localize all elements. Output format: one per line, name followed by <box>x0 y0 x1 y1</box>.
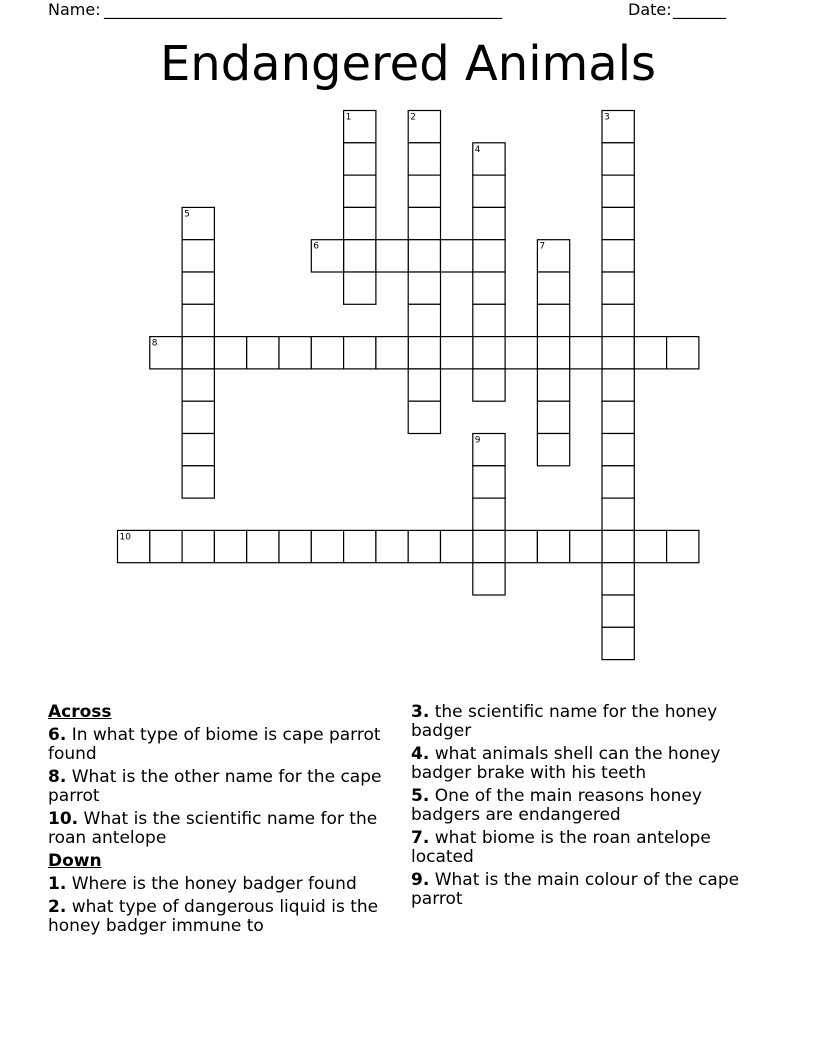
crossword-cell[interactable] <box>602 530 634 562</box>
crossword-cell[interactable] <box>408 304 440 336</box>
name-label: Name: <box>48 0 101 19</box>
crossword-cell[interactable] <box>602 369 634 401</box>
clue-item <box>411 745 763 783</box>
crossword-cell[interactable] <box>667 337 699 369</box>
clue-item <box>411 703 763 741</box>
crossword-cell[interactable] <box>408 240 440 272</box>
crossword-cell[interactable] <box>537 337 569 369</box>
crossword-cell[interactable] <box>473 304 505 336</box>
cell-number: 5 <box>184 209 190 220</box>
crossword-cell[interactable] <box>408 337 440 369</box>
clue-number: 8. <box>48 767 67 787</box>
down-clue-list-continued <box>411 703 763 909</box>
clue-text: What is the main colour of the cape parrot <box>411 870 740 909</box>
crossword-cell[interactable] <box>602 627 634 659</box>
clue-item <box>48 875 400 894</box>
clue-item <box>48 898 400 936</box>
crossword-cell[interactable] <box>602 498 634 530</box>
crossword-cell[interactable] <box>182 337 214 369</box>
cell-number: 7 <box>539 241 546 252</box>
clue-number: 7. <box>411 828 430 848</box>
date-field-line: _______ <box>673 0 726 19</box>
crossword-cell[interactable] <box>473 175 505 207</box>
clue-number: 3. <box>411 702 430 722</box>
crossword-cell[interactable] <box>602 175 634 207</box>
crossword-cell[interactable] <box>408 207 440 239</box>
crossword-cell[interactable] <box>602 337 634 369</box>
crossword-cell[interactable] <box>247 337 279 369</box>
crossword-cell[interactable] <box>473 272 505 304</box>
crossword-cell[interactable] <box>602 272 634 304</box>
crossword-cell[interactable] <box>570 337 602 369</box>
crossword-cell[interactable] <box>214 337 246 369</box>
clue-number: 4. <box>411 744 430 764</box>
crossword-cell[interactable] <box>408 530 440 562</box>
crossword-cell[interactable] <box>344 337 376 369</box>
clue-text: what animals shell can the honey badger brake with his teeth <box>411 744 721 783</box>
crossword-cell[interactable] <box>376 337 408 369</box>
crossword-cell[interactable] <box>182 434 214 466</box>
crossword-cell[interactable] <box>182 240 214 272</box>
clue-text: What is the other name for the cape parrot <box>48 767 382 806</box>
crossword-cell[interactable] <box>473 498 505 530</box>
crossword-cell[interactable] <box>602 401 634 433</box>
cell-number: 9 <box>474 435 481 446</box>
across-heading: Across <box>48 702 112 722</box>
crossword-cell[interactable] <box>602 466 634 498</box>
crossword-cell[interactable] <box>602 240 634 272</box>
clue-item <box>411 871 763 909</box>
crossword-cell[interactable] <box>602 143 634 175</box>
clue-item <box>48 726 400 764</box>
crossword-cell[interactable] <box>376 240 408 272</box>
crossword-cell[interactable] <box>182 530 214 562</box>
cell-number: 1 <box>345 112 352 123</box>
clue-text: In what type of biome is cape parrot found <box>48 725 381 764</box>
crossword-cell[interactable] <box>537 272 569 304</box>
crossword-cell[interactable] <box>505 530 537 562</box>
crossword-cell[interactable] <box>408 143 440 175</box>
crossword-cell[interactable] <box>602 563 634 595</box>
down-heading: Down <box>48 851 102 871</box>
crossword-cell[interactable] <box>537 434 569 466</box>
crossword-cell[interactable] <box>279 530 311 562</box>
crossword-cell[interactable] <box>473 530 505 562</box>
crossword-cell[interactable] <box>602 434 634 466</box>
crossword-cell[interactable] <box>376 530 408 562</box>
crossword-cell[interactable] <box>247 530 279 562</box>
clue-text: Where is the honey badger found <box>66 874 357 894</box>
name-field-line: _____________________________________________________ <box>104 0 502 19</box>
crossword-cell[interactable] <box>473 337 505 369</box>
crossword-cell[interactable] <box>182 369 214 401</box>
crossword-cell[interactable] <box>344 530 376 562</box>
crossword-cell[interactable] <box>634 530 666 562</box>
crossword-cell[interactable] <box>473 563 505 595</box>
cell-number: 3 <box>604 112 610 123</box>
crossword-cell[interactable] <box>537 369 569 401</box>
clue-number: 2. <box>48 897 67 917</box>
clue-item <box>411 829 763 867</box>
crossword-cell[interactable] <box>408 369 440 401</box>
crossword-cell[interactable] <box>182 272 214 304</box>
crossword-cell[interactable] <box>344 143 376 175</box>
cell-number: 4 <box>474 144 481 155</box>
crossword-cell[interactable] <box>311 530 343 562</box>
crossword-cell[interactable] <box>505 337 537 369</box>
cell-number: 10 <box>119 532 131 543</box>
crossword-cell[interactable] <box>408 272 440 304</box>
crossword-cell[interactable] <box>214 530 246 562</box>
crossword-cell[interactable] <box>344 175 376 207</box>
down-clue-list <box>48 875 400 936</box>
crossword-cell[interactable] <box>182 466 214 498</box>
crossword-cell[interactable] <box>473 466 505 498</box>
clue-text: the scientific name for the honey badger <box>411 702 718 741</box>
crossword-cell[interactable] <box>344 240 376 272</box>
clue-text: what type of dangerous liquid is the honey badger immune to <box>48 897 379 936</box>
clue-number: 1. <box>48 874 67 894</box>
clue-text: what biome is the roan antelope located <box>411 828 711 867</box>
clue-item <box>48 768 400 806</box>
clue-item <box>411 787 763 825</box>
crossword-cell[interactable] <box>344 207 376 239</box>
crossword-cell[interactable] <box>441 240 473 272</box>
cell-number: 8 <box>151 338 158 349</box>
crossword-cell[interactable] <box>473 207 505 239</box>
clue-text: What is the scientific name for the roan antelope <box>48 809 378 848</box>
crossword-cell[interactable] <box>667 530 699 562</box>
clue-number: 5. <box>411 786 430 806</box>
crossword-cell[interactable] <box>602 207 634 239</box>
page-title: Endangered Animals <box>159 36 657 92</box>
cell-number: 6 <box>313 241 320 252</box>
crossword-cell[interactable] <box>473 369 505 401</box>
clue-number: 10. <box>48 809 79 829</box>
crossword-cell[interactable] <box>570 530 602 562</box>
crossword-cell[interactable] <box>441 337 473 369</box>
clue-text: One of the main reasons honey badgers are endangered <box>411 786 702 825</box>
crossword-cell[interactable] <box>602 304 634 336</box>
crossword-cell[interactable] <box>182 401 214 433</box>
clues-left-column <box>48 703 400 940</box>
crossword-cell[interactable] <box>279 337 311 369</box>
crossword-cell[interactable] <box>408 401 440 433</box>
crossword-cell[interactable] <box>537 304 569 336</box>
crossword-cell[interactable] <box>150 530 182 562</box>
crossword-cell[interactable] <box>344 272 376 304</box>
crossword-cell[interactable] <box>182 304 214 336</box>
crossword-cell[interactable] <box>537 401 569 433</box>
crossword-cell[interactable] <box>602 595 634 627</box>
clue-item <box>48 810 400 848</box>
crossword-cell[interactable] <box>311 337 343 369</box>
crossword-cell[interactable] <box>473 240 505 272</box>
cell-number: 2 <box>410 112 416 123</box>
date-label: Date: <box>628 0 672 19</box>
crossword-cell[interactable] <box>634 337 666 369</box>
across-clue-list <box>48 726 400 848</box>
clues-right-column <box>411 703 763 913</box>
crossword-cell[interactable] <box>408 175 440 207</box>
crossword-cell[interactable] <box>537 530 569 562</box>
crossword-cell[interactable] <box>441 530 473 562</box>
clue-number: 6. <box>48 725 67 745</box>
clue-number: 9. <box>411 870 430 890</box>
